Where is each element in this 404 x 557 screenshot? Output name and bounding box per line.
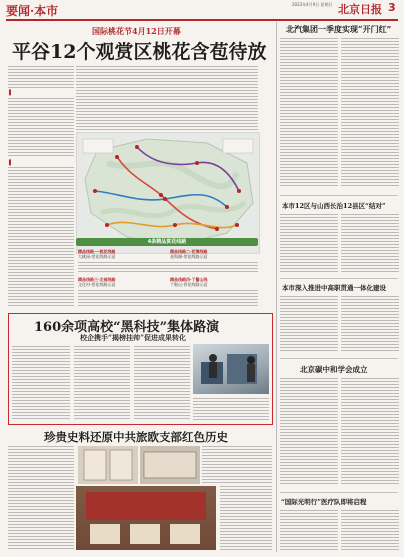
right-body-text	[341, 214, 399, 272]
right-body-text	[280, 214, 338, 272]
lead-headline: 平谷12个观赏区桃花含苞待放	[12, 41, 267, 63]
right-headline-1: 北汽集团一季度实现“开门红”	[286, 24, 392, 34]
column-divider	[276, 22, 277, 552]
right-headline-4: 北京碳中和学会成立	[300, 365, 368, 374]
right-body-text	[280, 296, 338, 352]
route-section-label: 4条精品赏花线路	[76, 238, 258, 246]
right-body-text	[341, 510, 399, 550]
lead-body-text	[8, 66, 74, 88]
lead-kicker: 国际桃花节4月12日开幕	[92, 26, 181, 36]
right-headline-3: 本市深入推进中高职贯通一体化建设	[282, 284, 386, 292]
right-body-text	[280, 378, 338, 486]
right-divider	[280, 195, 398, 196]
history-exhibit-photo	[76, 486, 216, 550]
right-body-text	[280, 38, 338, 188]
lead-subhead-1: ▌	[9, 90, 13, 96]
lead-body-text	[76, 66, 258, 130]
section-tag: 要闻·本市	[6, 4, 59, 18]
history-body-text	[8, 446, 74, 550]
history-photo-1	[78, 446, 138, 484]
tech-body-text	[134, 346, 190, 420]
masthead	[0, 0, 404, 20]
history-body-text	[202, 446, 272, 484]
tech-body-text	[74, 346, 130, 420]
paper-name: 北京日报	[338, 3, 382, 16]
tech-body-text	[12, 346, 70, 420]
tech-photo	[193, 344, 269, 394]
tech-headline: 160余项高校“黑科技”集体路演	[34, 320, 220, 335]
route-card-4: 精品线路四·丫髻山线 丫髻山-赏花线路示意	[170, 277, 208, 287]
tech-caption	[193, 398, 269, 420]
lead-body-text	[8, 98, 74, 158]
route-card-1: 精品线路一·桃花线路 大桃园-赏花线路示意	[78, 249, 116, 259]
right-divider	[280, 358, 398, 359]
right-divider	[280, 492, 398, 493]
route-body-text	[78, 290, 258, 308]
route-card-2: 精品线路二·花海线路 金海湖-赏花线路示意	[170, 249, 208, 259]
lead-body-text	[8, 167, 74, 307]
route-card-3: 精品线路三·北部线路 文化村-赏花线路示意	[78, 277, 116, 287]
route-body-text	[78, 262, 258, 274]
lead-subhead-2: ▌	[9, 160, 13, 166]
flower-route-map	[76, 132, 260, 254]
masthead-rule	[6, 19, 398, 21]
date-line: 2023年4月9日 星期日	[292, 2, 333, 7]
page-number: 3	[388, 1, 396, 14]
right-headline-2: 本市12区与山西长治12县区“结对”	[282, 202, 386, 210]
tech-subhead: 校企携手“揭榜挂帅”促进成果转化	[80, 333, 187, 342]
right-body-text	[341, 378, 399, 486]
history-headline: 珍贵史料还原中共旅欧支部红色历史	[44, 430, 228, 444]
history-photo-2	[140, 446, 200, 484]
right-body-text	[341, 38, 399, 188]
right-body-text	[341, 296, 399, 352]
history-body-text	[220, 486, 272, 550]
right-headline-5: “国际光明行”医疗队即将启程	[281, 498, 367, 506]
right-body-text	[280, 510, 338, 550]
right-divider	[280, 278, 398, 279]
map-graphic	[77, 133, 259, 253]
